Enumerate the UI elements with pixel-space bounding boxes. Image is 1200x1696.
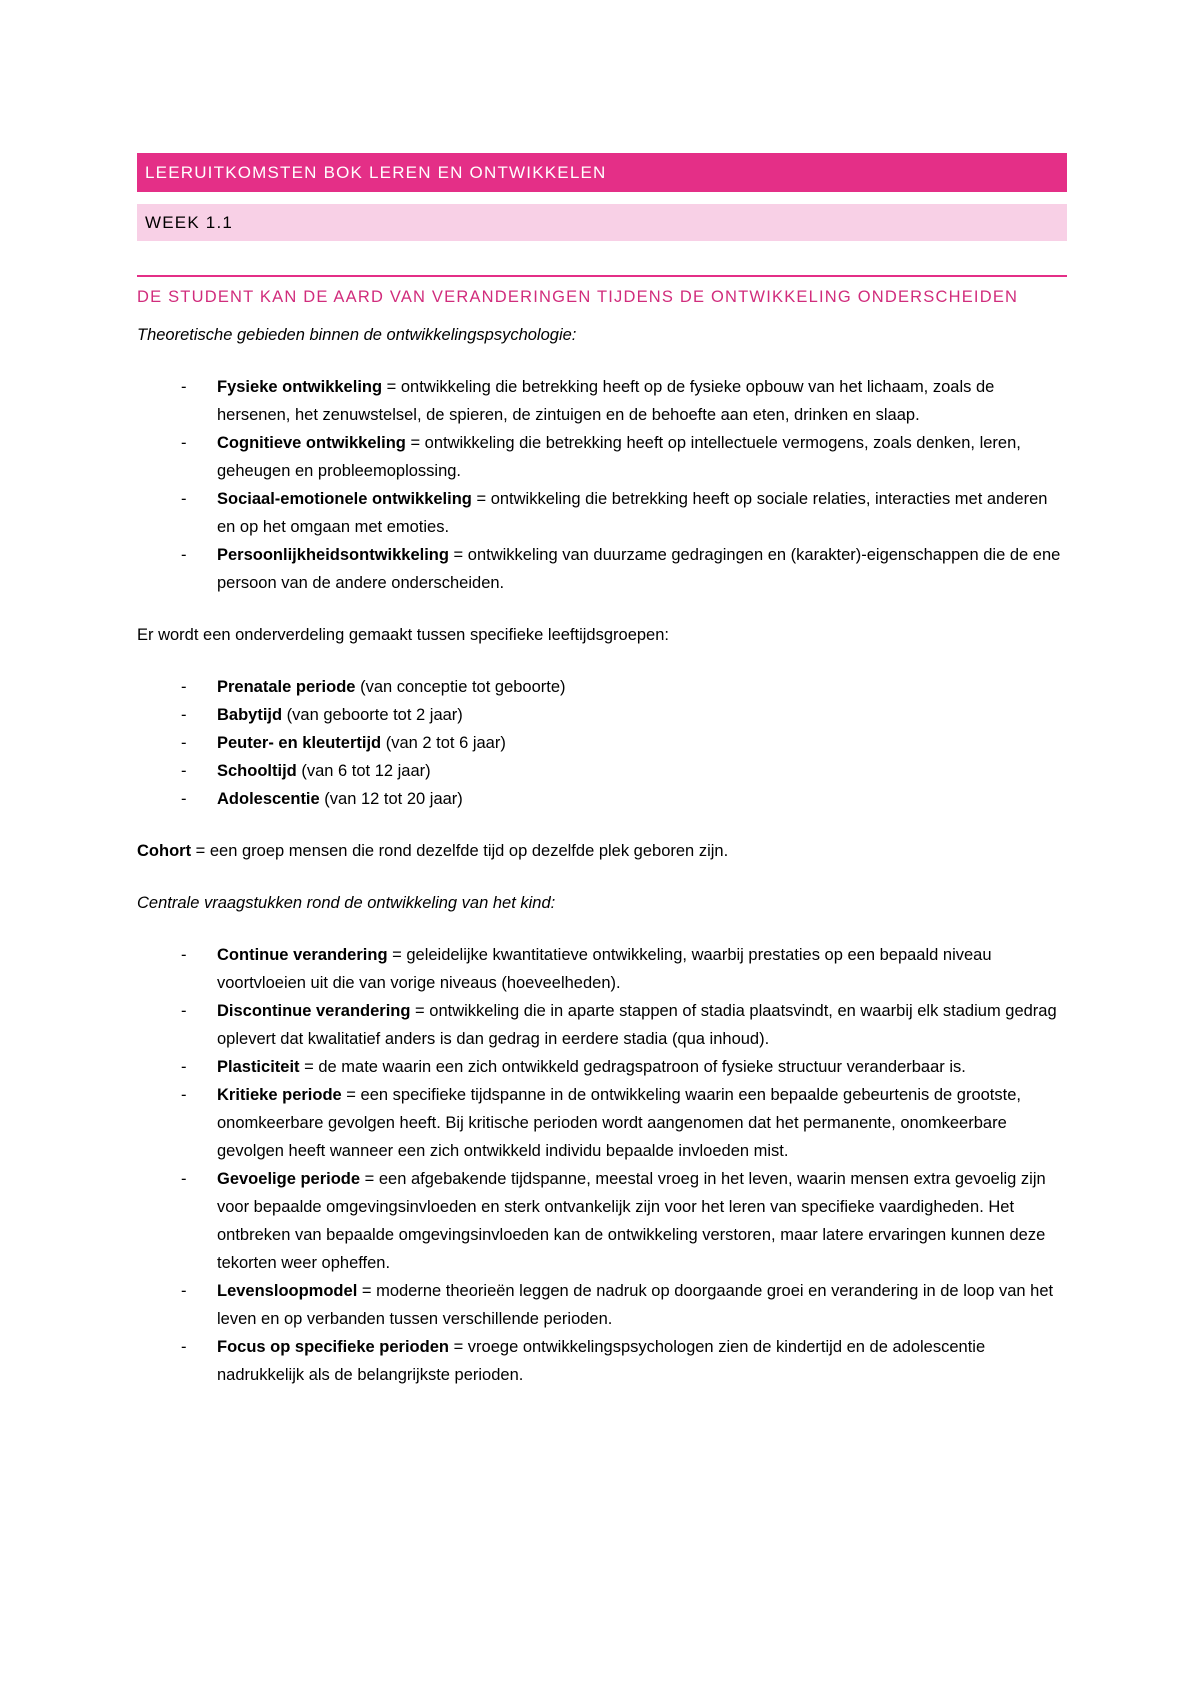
list-item xyxy=(137,673,1067,701)
definition: = een afgebakende tijdspanne, meestal vroeg in het leven, waarin mensen extra gevoelig zijn voor bepaalde omgevingsinvloeden en sterk ontvankelijk zijn voor het leren van specifieke vaardigheden. Het ontbreken van bepaalde omgevingsinvloeden kan de ontwikkeling verstoren, maar latere ervaringen kunnen deze tekorten weer opheffen. xyxy=(217,1170,1046,1272)
age-groups-list xyxy=(137,673,1067,813)
week-banner: WEEK 1.1 xyxy=(137,204,1067,241)
definition: (van 6 tot 12 jaar) xyxy=(296,762,431,780)
bullet-dash: - xyxy=(181,490,187,508)
bullet-dash: - xyxy=(181,1170,187,1188)
definition: = ontwikkeling van duurzame gedragingen en (karakter)-eigenschappen die de ene persoon van de andere onderscheiden. xyxy=(217,546,1061,592)
bullet-dash: - xyxy=(181,762,187,780)
bullet-dash: - xyxy=(181,1002,187,1020)
definition: = vroege ontwikkelingspsychologen zien de kindertijd en de adolescentie nadrukkelijk als de belangrijkste perioden. xyxy=(217,1338,986,1384)
cohort-definition xyxy=(137,837,1067,865)
term: Babytijd xyxy=(217,706,283,724)
theoretical-intro: Theoretische gebieden binnen de ontwikkelingspsychologie: xyxy=(137,326,577,344)
bullet-dash: - xyxy=(181,946,187,964)
section-heading: DE STUDENT KAN DE AARD VAN VERANDERINGEN TIJDENS DE ONTWIKKELING ONDERSCHEIDEN xyxy=(137,288,1019,306)
list-item xyxy=(137,429,1067,485)
list-item xyxy=(137,1277,1067,1333)
bullet-dash: - xyxy=(181,1058,187,1076)
bullet-dash: - xyxy=(181,678,187,696)
list-item xyxy=(137,1053,1067,1081)
term: Fysieke ontwikkeling xyxy=(217,378,383,396)
term: Prenatale periode xyxy=(217,678,356,696)
list-item xyxy=(137,729,1067,757)
term: Focus op specifieke perioden xyxy=(217,1338,449,1356)
definition: = ontwikkeling die betrekking heeft op sociale relaties, interacties met anderen en op het omgaan met emoties. xyxy=(217,490,1048,536)
list-item xyxy=(137,997,1067,1053)
definition: = ontwikkeling die betrekking heeft op de fysieke opbouw van het lichaam, zoals de hersenen, het zenuwstelsel, de spieren, de zintuigen en de behoefte aan eten, drinken en slaap. xyxy=(217,378,995,424)
age-groups-intro: Er wordt een onderverdeling gemaakt tussen specifieke leeftijdsgroepen: xyxy=(137,626,669,644)
list-item xyxy=(137,757,1067,785)
definition: = een specifieke tijdspanne in de ontwikkeling waarin een bepaalde gebeurtenis de grootste, onomkeerbare gevolgen heeft. Bij kritische perioden wordt aangenomen dat het permanente, onomkeerbare gevolgen heeft wanneer een zich ontwikkeld individu bepaalde invloeden mist. xyxy=(217,1086,1021,1160)
list-item xyxy=(137,485,1067,541)
list-item xyxy=(137,1081,1067,1165)
bullet-dash: - xyxy=(181,706,187,724)
definition: = ontwikkeling die in aparte stappen of stadia plaatsvindt, en waarbij elk stadium gedrag oplevert dat kwalitatief anders is dan gedrag in eerdere stadia (qua inhoud). xyxy=(217,1002,1057,1048)
term: Persoonlijkheidsontwikkeling xyxy=(217,546,449,564)
list-item xyxy=(137,941,1067,997)
document-title-banner: LEERUITKOMSTEN BOK LEREN EN ONTWIKKELEN xyxy=(137,153,1067,192)
definition: = moderne theorieën leggen de nadruk op doorgaande groei en verandering in de loop van het leven en op verbanden tussen verschillende perioden. xyxy=(217,1282,1054,1328)
term: Gevoelige periode xyxy=(217,1170,361,1188)
term: Continue verandering xyxy=(217,946,388,964)
list-item xyxy=(137,1333,1067,1389)
definition: (van 12 tot 20 jaar) xyxy=(319,790,463,808)
term: Discontinue verandering xyxy=(217,1002,411,1020)
bullet-dash: - xyxy=(181,1282,187,1300)
bullet-dash: - xyxy=(181,434,187,452)
bullet-dash: - xyxy=(181,734,187,752)
definition: = een groep mensen die rond dezelfde tijd op dezelfde plek geboren zijn. xyxy=(191,842,729,860)
term: Kritieke periode xyxy=(217,1086,342,1104)
definition: (van 2 tot 6 jaar) xyxy=(381,734,506,752)
definition: = geleidelijke kwantitatieve ontwikkeling, waarbij prestaties op een bepaald niveau voortvloeien uit die van vorige niveaus (hoeveelheden). xyxy=(217,946,992,992)
term: Levensloopmodel xyxy=(217,1282,358,1300)
bullet-dash: - xyxy=(181,378,187,396)
term: Adolescentie xyxy=(217,790,320,808)
central-list xyxy=(137,941,1067,1389)
list-item xyxy=(137,785,1067,813)
term: Cohort xyxy=(137,842,192,860)
definition: (van geboorte tot 2 jaar) xyxy=(282,706,463,724)
bullet-dash: - xyxy=(181,1338,187,1356)
section-divider xyxy=(137,275,1067,277)
term: Cognitieve ontwikkeling xyxy=(217,434,406,452)
term: Plasticiteit xyxy=(217,1058,300,1076)
term: Schooltijd xyxy=(217,762,297,780)
list-item xyxy=(137,541,1067,597)
definition: (van conceptie tot geboorte) xyxy=(355,678,566,696)
definition: = ontwikkeling die betrekking heeft op intellectuele vermogens, zoals denken, leren, geheugen en probleemoplossing. xyxy=(217,434,1021,480)
bullet-dash: - xyxy=(181,1086,187,1104)
list-item xyxy=(137,1165,1067,1277)
list-item xyxy=(137,373,1067,429)
bullet-dash: - xyxy=(181,790,187,808)
bullet-dash: - xyxy=(181,546,187,564)
list-item xyxy=(137,701,1067,729)
central-intro: Centrale vraagstukken rond de ontwikkeling van het kind: xyxy=(137,894,556,912)
document-page xyxy=(137,153,1067,1389)
definition: = de mate waarin een zich ontwikkeld gedragspatroon of fysieke structuur veranderbaar is. xyxy=(299,1058,966,1076)
theoretical-list xyxy=(137,373,1067,597)
term: Sociaal-emotionele ontwikkeling xyxy=(217,490,472,508)
term: Peuter- en kleutertijd xyxy=(217,734,382,752)
